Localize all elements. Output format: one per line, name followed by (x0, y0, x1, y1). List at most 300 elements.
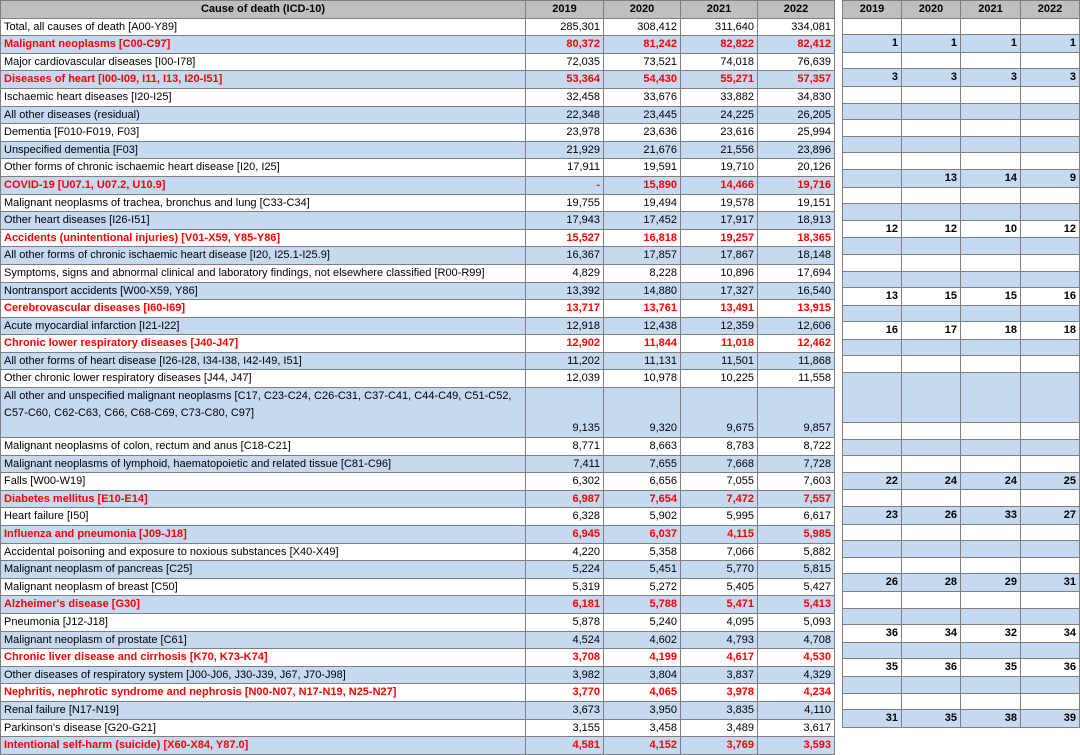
value-cell[interactable]: 8,663 (604, 438, 681, 456)
rank-cell[interactable]: 14 (961, 169, 1021, 187)
rank-cell[interactable] (961, 373, 1021, 423)
value-cell[interactable]: 5,471 (681, 596, 758, 614)
value-cell[interactable]: 4,065 (604, 684, 681, 702)
cause-cell[interactable]: Other heart diseases [I26-I51] (1, 212, 526, 230)
rank-cell[interactable] (902, 524, 961, 541)
value-cell[interactable]: 11,501 (681, 352, 758, 370)
rank-cell[interactable]: 38 (961, 710, 1021, 728)
cause-cell[interactable]: COVID-19 [U07.1, U07.2, U10.9] (1, 176, 526, 194)
rank-cell[interactable] (902, 490, 961, 507)
value-cell[interactable]: 82,822 (681, 36, 758, 54)
rank-cell[interactable]: 3 (843, 69, 902, 87)
rank-cell[interactable] (902, 187, 961, 204)
value-cell[interactable]: 24,225 (681, 106, 758, 124)
value-cell[interactable]: 10,978 (604, 370, 681, 388)
rank-cell[interactable] (961, 490, 1021, 507)
rank-cell[interactable] (902, 271, 961, 288)
rank-cell[interactable] (902, 120, 961, 137)
cause-cell[interactable]: Malignant neoplasms of lymphoid, haematopoietic and related tissue [C81-C96] (1, 455, 526, 473)
value-cell[interactable]: 5,878 (526, 614, 604, 632)
rank-cell[interactable] (843, 187, 902, 204)
rank-cell[interactable] (961, 136, 1021, 153)
value-cell[interactable]: 3,593 (758, 737, 835, 755)
cause-cell[interactable]: Parkinson's disease [G20-G21] (1, 719, 526, 737)
rank-cell[interactable] (902, 642, 961, 659)
value-cell[interactable]: 3,617 (758, 719, 835, 737)
rank-cell[interactable] (843, 676, 902, 693)
rank-cell[interactable] (961, 18, 1021, 35)
cause-cell[interactable]: Major cardiovascular diseases [I00-I78] (1, 53, 526, 71)
rank-cell[interactable] (1021, 676, 1080, 693)
value-cell[interactable]: 17,867 (681, 247, 758, 265)
cause-cell[interactable]: Dementia [F010-F019, F03] (1, 124, 526, 142)
value-cell[interactable]: 5,427 (758, 578, 835, 596)
rank-cell[interactable] (902, 373, 961, 423)
rank-cell[interactable] (961, 153, 1021, 170)
value-cell[interactable]: 7,728 (758, 455, 835, 473)
rank-cell[interactable] (902, 103, 961, 120)
value-cell[interactable]: 19,578 (681, 194, 758, 212)
value-cell[interactable]: 4,581 (526, 737, 604, 755)
rank-cell[interactable] (961, 541, 1021, 558)
value-cell[interactable]: 311,640 (681, 18, 758, 36)
rank-cell[interactable] (843, 339, 902, 356)
cause-cell[interactable]: Other diseases of respiratory system [J00-J06, J30-J39, J67, J70-J98] (1, 666, 526, 684)
rank-cell[interactable] (961, 356, 1021, 373)
cause-cell[interactable]: Renal failure [N17-N19] (1, 701, 526, 719)
value-cell[interactable]: 3,837 (681, 666, 758, 684)
value-cell[interactable]: 14,466 (681, 176, 758, 194)
rank-cell[interactable] (961, 456, 1021, 473)
year-column-header[interactable]: 2021 (681, 1, 758, 19)
value-cell[interactable]: 17,327 (681, 282, 758, 300)
value-cell[interactable]: 6,656 (604, 473, 681, 491)
value-cell[interactable]: 19,591 (604, 159, 681, 177)
rank-cell[interactable]: 36 (843, 625, 902, 643)
cause-cell[interactable]: Alzheimer's disease [G30] (1, 596, 526, 614)
rank-cell[interactable]: 22 (843, 472, 902, 490)
value-cell[interactable]: 23,445 (604, 106, 681, 124)
value-cell[interactable]: 4,115 (681, 526, 758, 544)
value-cell[interactable]: 53,364 (526, 71, 604, 89)
value-cell[interactable]: 23,616 (681, 124, 758, 142)
rank-cell[interactable]: 12 (1021, 220, 1080, 238)
value-cell[interactable]: 17,857 (604, 247, 681, 265)
value-cell[interactable]: 74,018 (681, 53, 758, 71)
rank-cell[interactable] (843, 642, 902, 659)
value-cell[interactable]: 4,220 (526, 543, 604, 561)
rank-cell[interactable] (1021, 238, 1080, 255)
rank-cell[interactable] (1021, 52, 1080, 69)
cause-cell[interactable]: Other forms of chronic ischaemic heart disease [I20, I25] (1, 159, 526, 177)
value-cell[interactable]: 17,694 (758, 264, 835, 282)
value-cell[interactable]: 55,271 (681, 71, 758, 89)
rank-cell[interactable] (902, 254, 961, 271)
rank-cell[interactable]: 3 (1021, 69, 1080, 87)
value-cell[interactable]: 4,110 (758, 701, 835, 719)
rank-cell[interactable]: 18 (1021, 322, 1080, 340)
value-cell[interactable]: 19,257 (681, 229, 758, 247)
value-cell[interactable]: 5,319 (526, 578, 604, 596)
rank-cell[interactable] (902, 423, 961, 440)
value-cell[interactable]: 6,617 (758, 508, 835, 526)
value-cell[interactable]: 11,018 (681, 335, 758, 353)
cause-cell[interactable]: Total, all causes of death [A00-Y89] (1, 18, 526, 36)
value-cell[interactable]: 17,917 (681, 212, 758, 230)
cause-cell[interactable]: Chronic lower respiratory diseases [J40-J47] (1, 335, 526, 353)
rank-cell[interactable]: 36 (1021, 659, 1080, 677)
value-cell[interactable]: 12,606 (758, 317, 835, 335)
cause-cell[interactable]: All other forms of chronic ischaemic heart disease [I20, I25.1-I25.9] (1, 247, 526, 265)
value-cell[interactable]: 18,365 (758, 229, 835, 247)
rank-cell[interactable] (1021, 557, 1080, 574)
rank-cell[interactable] (1021, 103, 1080, 120)
rank-cell[interactable] (1021, 423, 1080, 440)
value-cell[interactable]: 16,540 (758, 282, 835, 300)
value-cell[interactable]: 14,880 (604, 282, 681, 300)
rank-cell[interactable] (961, 305, 1021, 322)
rank-year-header[interactable]: 2019 (843, 1, 902, 19)
value-cell[interactable]: 7,557 (758, 490, 835, 508)
rank-cell[interactable] (843, 557, 902, 574)
rank-cell[interactable] (902, 86, 961, 103)
value-cell[interactable]: 57,357 (758, 71, 835, 89)
value-cell[interactable]: 4,152 (604, 737, 681, 755)
rank-cell[interactable] (902, 541, 961, 558)
rank-cell[interactable]: 24 (961, 472, 1021, 490)
rank-cell[interactable] (843, 592, 902, 609)
value-cell[interactable]: 16,367 (526, 247, 604, 265)
cause-cell[interactable]: Malignant neoplasms [C00-C97] (1, 36, 526, 54)
rank-cell[interactable]: 1 (961, 35, 1021, 53)
value-cell[interactable]: 4,617 (681, 649, 758, 667)
value-cell[interactable]: 54,430 (604, 71, 681, 89)
rank-cell[interactable] (1021, 608, 1080, 625)
cause-cell[interactable]: All other and unspecified malignant neoplasms [C17, C23-C24, C26-C31, C37-C41, C44-C49, C51-C52, C57-C60, C62-C63, C66, C68-C69, C73-C80, C97] (1, 388, 526, 438)
cause-cell[interactable]: Malignant neoplasm of pancreas [C25] (1, 561, 526, 579)
cause-cell[interactable]: Intentional self-harm (suicide) [X60-X84, Y87.0] (1, 737, 526, 755)
rank-cell[interactable]: 39 (1021, 710, 1080, 728)
value-cell[interactable]: 19,494 (604, 194, 681, 212)
value-cell[interactable]: 9,320 (604, 388, 681, 438)
rank-cell[interactable] (1021, 490, 1080, 507)
rank-cell[interactable] (843, 271, 902, 288)
rank-cell[interactable] (1021, 524, 1080, 541)
value-cell[interactable]: 13,491 (681, 300, 758, 318)
value-cell[interactable]: 82,412 (758, 36, 835, 54)
cause-cell[interactable]: Accidents (unintentional injuries) [V01-X59, Y85-Y86] (1, 229, 526, 247)
rank-cell[interactable]: 32 (961, 625, 1021, 643)
value-cell[interactable]: 73,521 (604, 53, 681, 71)
rank-cell[interactable] (843, 373, 902, 423)
value-cell[interactable]: 12,359 (681, 317, 758, 335)
cause-cell[interactable]: Cerebrovascular diseases [I60-I69] (1, 300, 526, 318)
rank-cell[interactable]: 9 (1021, 169, 1080, 187)
value-cell[interactable]: 23,896 (758, 141, 835, 159)
value-cell[interactable]: 7,603 (758, 473, 835, 491)
value-cell[interactable]: 5,093 (758, 614, 835, 632)
value-cell[interactable]: 19,151 (758, 194, 835, 212)
rank-cell[interactable]: 35 (961, 659, 1021, 677)
rank-cell[interactable] (961, 339, 1021, 356)
rank-cell[interactable] (961, 592, 1021, 609)
value-cell[interactable]: 76,639 (758, 53, 835, 71)
rank-cell[interactable] (902, 52, 961, 69)
rank-cell[interactable] (961, 693, 1021, 710)
rank-cell[interactable] (961, 271, 1021, 288)
value-cell[interactable]: 11,202 (526, 352, 604, 370)
rank-cell[interactable] (902, 557, 961, 574)
cause-cell[interactable]: Symptoms, signs and abnormal clinical and laboratory findings, not elsewhere classified [R00-R99] (1, 264, 526, 282)
value-cell[interactable]: 22,348 (526, 106, 604, 124)
value-cell[interactable]: 7,472 (681, 490, 758, 508)
rank-cell[interactable]: 31 (843, 710, 902, 728)
value-cell[interactable]: 15,527 (526, 229, 604, 247)
value-cell[interactable]: 81,242 (604, 36, 681, 54)
rank-cell[interactable] (902, 676, 961, 693)
value-cell[interactable]: 7,055 (681, 473, 758, 491)
value-cell[interactable]: 308,412 (604, 18, 681, 36)
rank-cell[interactable] (1021, 693, 1080, 710)
rank-cell[interactable] (843, 541, 902, 558)
rank-cell[interactable]: 10 (961, 220, 1021, 238)
value-cell[interactable]: 5,815 (758, 561, 835, 579)
rank-cell[interactable] (961, 52, 1021, 69)
rank-cell[interactable] (961, 103, 1021, 120)
rank-cell[interactable] (902, 339, 961, 356)
rank-cell[interactable]: 15 (961, 288, 1021, 306)
rank-cell[interactable] (843, 103, 902, 120)
cause-cell[interactable]: Unspecified dementia [F03] (1, 141, 526, 159)
value-cell[interactable]: 5,770 (681, 561, 758, 579)
rank-cell[interactable] (902, 456, 961, 473)
value-cell[interactable]: 5,358 (604, 543, 681, 561)
value-cell[interactable]: 3,458 (604, 719, 681, 737)
value-cell[interactable]: 8,783 (681, 438, 758, 456)
rank-cell[interactable] (843, 204, 902, 221)
rank-cell[interactable] (1021, 356, 1080, 373)
rank-cell[interactable] (843, 693, 902, 710)
rank-cell[interactable] (961, 608, 1021, 625)
value-cell[interactable]: 8,228 (604, 264, 681, 282)
rank-cell[interactable] (843, 136, 902, 153)
rank-cell[interactable]: 24 (902, 472, 961, 490)
value-cell[interactable]: 5,224 (526, 561, 604, 579)
rank-cell[interactable] (1021, 456, 1080, 473)
value-cell[interactable]: 8,722 (758, 438, 835, 456)
rank-cell[interactable] (902, 305, 961, 322)
rank-cell[interactable] (1021, 18, 1080, 35)
value-cell[interactable]: 6,302 (526, 473, 604, 491)
value-cell[interactable]: 5,405 (681, 578, 758, 596)
value-cell[interactable]: 20,126 (758, 159, 835, 177)
rank-cell[interactable] (961, 524, 1021, 541)
value-cell[interactable]: 4,530 (758, 649, 835, 667)
value-cell[interactable]: 5,240 (604, 614, 681, 632)
rank-cell[interactable]: 31 (1021, 574, 1080, 592)
value-cell[interactable]: 23,978 (526, 124, 604, 142)
cause-cell[interactable]: Pneumonia [J12-J18] (1, 614, 526, 632)
value-cell[interactable]: 5,985 (758, 526, 835, 544)
rank-cell[interactable] (843, 490, 902, 507)
rank-cell[interactable] (961, 642, 1021, 659)
rank-cell[interactable] (961, 86, 1021, 103)
value-cell[interactable]: 13,761 (604, 300, 681, 318)
value-cell[interactable]: 5,902 (604, 508, 681, 526)
value-cell[interactable]: 3,155 (526, 719, 604, 737)
rank-cell[interactable] (1021, 187, 1080, 204)
rank-cell[interactable]: 12 (902, 220, 961, 238)
rank-cell[interactable]: 35 (843, 659, 902, 677)
rank-cell[interactable]: 33 (961, 507, 1021, 525)
rank-cell[interactable] (961, 423, 1021, 440)
rank-cell[interactable] (843, 524, 902, 541)
rank-cell[interactable] (902, 153, 961, 170)
value-cell[interactable]: 4,829 (526, 264, 604, 282)
value-cell[interactable]: 3,769 (681, 737, 758, 755)
rank-cell[interactable]: 34 (902, 625, 961, 643)
value-cell[interactable]: 13,915 (758, 300, 835, 318)
rank-cell[interactable]: 36 (902, 659, 961, 677)
value-cell[interactable]: 11,844 (604, 335, 681, 353)
rank-cell[interactable] (843, 423, 902, 440)
value-cell[interactable]: 5,413 (758, 596, 835, 614)
value-cell[interactable]: 17,452 (604, 212, 681, 230)
cause-cell[interactable]: Chronic liver disease and cirrhosis [K70, K73-K74] (1, 649, 526, 667)
value-cell[interactable]: 4,329 (758, 666, 835, 684)
rank-cell[interactable] (1021, 204, 1080, 221)
rank-cell[interactable] (961, 187, 1021, 204)
rank-cell[interactable] (902, 356, 961, 373)
value-cell[interactable]: 6,945 (526, 526, 604, 544)
value-cell[interactable]: 33,882 (681, 88, 758, 106)
rank-cell[interactable] (843, 169, 902, 187)
cause-cell[interactable]: All other diseases (residual) (1, 106, 526, 124)
value-cell[interactable]: 3,835 (681, 701, 758, 719)
rank-cell[interactable] (843, 456, 902, 473)
cause-cell[interactable]: Diseases of heart [I00-I09, I11, I13, I20-I51] (1, 71, 526, 89)
value-cell[interactable]: 3,673 (526, 701, 604, 719)
value-cell[interactable]: 7,668 (681, 455, 758, 473)
rank-cell[interactable]: 27 (1021, 507, 1080, 525)
rank-cell[interactable] (1021, 136, 1080, 153)
value-cell[interactable]: 4,095 (681, 614, 758, 632)
value-cell[interactable]: 5,272 (604, 578, 681, 596)
value-cell[interactable]: 3,982 (526, 666, 604, 684)
value-cell[interactable]: 16,818 (604, 229, 681, 247)
value-cell[interactable]: 11,868 (758, 352, 835, 370)
rank-cell[interactable] (843, 18, 902, 35)
rank-cell[interactable] (902, 592, 961, 609)
cause-cell[interactable]: Heart failure [I50] (1, 508, 526, 526)
value-cell[interactable]: 11,131 (604, 352, 681, 370)
rank-cell[interactable] (1021, 254, 1080, 271)
rank-cell[interactable]: 26 (902, 507, 961, 525)
rank-cell[interactable]: 1 (902, 35, 961, 53)
cause-cell[interactable]: Influenza and pneumonia [J09-J18] (1, 526, 526, 544)
cause-cell[interactable]: Malignant neoplasms of trachea, bronchus and lung [C33-C34] (1, 194, 526, 212)
cause-cell[interactable]: Diabetes mellitus [E10-E14] (1, 490, 526, 508)
rank-cell[interactable] (843, 120, 902, 137)
value-cell[interactable]: 7,411 (526, 455, 604, 473)
cause-cell[interactable]: Other chronic lower respiratory diseases [J44, J47] (1, 370, 526, 388)
value-cell[interactable]: 17,943 (526, 212, 604, 230)
cause-cell[interactable]: Nephritis, nephrotic syndrome and nephrosis [N00-N07, N17-N19, N25-N27] (1, 684, 526, 702)
rank-cell[interactable] (843, 86, 902, 103)
rank-cell[interactable] (1021, 339, 1080, 356)
value-cell[interactable]: 4,524 (526, 631, 604, 649)
cause-cell[interactable]: All other forms of heart disease [I26-I28, I34-I38, I42-I49, I51] (1, 352, 526, 370)
rank-cell[interactable] (1021, 642, 1080, 659)
rank-year-header[interactable]: 2020 (902, 1, 961, 19)
rank-cell[interactable] (1021, 86, 1080, 103)
value-cell[interactable]: 334,081 (758, 18, 835, 36)
rank-cell[interactable] (961, 676, 1021, 693)
value-cell[interactable]: 18,148 (758, 247, 835, 265)
rank-cell[interactable] (961, 120, 1021, 137)
value-cell[interactable]: 12,039 (526, 370, 604, 388)
value-cell[interactable]: 6,328 (526, 508, 604, 526)
rank-cell[interactable]: 28 (902, 574, 961, 592)
value-cell[interactable]: 10,896 (681, 264, 758, 282)
value-cell[interactable]: 4,708 (758, 631, 835, 649)
value-cell[interactable]: - (526, 176, 604, 194)
value-cell[interactable]: 19,710 (681, 159, 758, 177)
value-cell[interactable]: 4,602 (604, 631, 681, 649)
cause-column-header[interactable]: Cause of death (ICD-10) (1, 1, 526, 19)
value-cell[interactable]: 7,066 (681, 543, 758, 561)
rank-cell[interactable] (843, 305, 902, 322)
cause-cell[interactable]: Ischaemic heart diseases [I20-I25] (1, 88, 526, 106)
value-cell[interactable]: 21,676 (604, 141, 681, 159)
value-cell[interactable]: 13,717 (526, 300, 604, 318)
rank-cell[interactable] (1021, 271, 1080, 288)
rank-cell[interactable] (1021, 592, 1080, 609)
rank-cell[interactable] (843, 608, 902, 625)
rank-cell[interactable] (1021, 541, 1080, 558)
rank-cell[interactable] (1021, 373, 1080, 423)
cause-cell[interactable]: Malignant neoplasm of breast [C50] (1, 578, 526, 596)
value-cell[interactable]: 5,788 (604, 596, 681, 614)
year-column-header[interactable]: 2022 (758, 1, 835, 19)
value-cell[interactable]: 3,804 (604, 666, 681, 684)
value-cell[interactable]: 5,882 (758, 543, 835, 561)
value-cell[interactable]: 25,994 (758, 124, 835, 142)
rank-cell[interactable] (843, 356, 902, 373)
value-cell[interactable]: 15,890 (604, 176, 681, 194)
rank-cell[interactable]: 25 (1021, 472, 1080, 490)
value-cell[interactable]: 12,918 (526, 317, 604, 335)
rank-cell[interactable]: 16 (843, 322, 902, 340)
cause-cell[interactable]: Nontransport accidents [W00-X59, Y86] (1, 282, 526, 300)
value-cell[interactable]: 3,978 (681, 684, 758, 702)
value-cell[interactable]: 4,199 (604, 649, 681, 667)
rank-year-header[interactable]: 2022 (1021, 1, 1080, 19)
value-cell[interactable]: 11,558 (758, 370, 835, 388)
value-cell[interactable]: 26,205 (758, 106, 835, 124)
value-cell[interactable]: 3,708 (526, 649, 604, 667)
rank-cell[interactable] (1021, 305, 1080, 322)
value-cell[interactable]: 9,675 (681, 388, 758, 438)
value-cell[interactable]: 7,654 (604, 490, 681, 508)
rank-cell[interactable] (1021, 120, 1080, 137)
rank-cell[interactable] (961, 439, 1021, 456)
value-cell[interactable]: 17,911 (526, 159, 604, 177)
rank-cell[interactable] (902, 136, 961, 153)
cause-cell[interactable]: Falls [W00-W19] (1, 473, 526, 491)
rank-cell[interactable] (902, 238, 961, 255)
value-cell[interactable]: 80,372 (526, 36, 604, 54)
